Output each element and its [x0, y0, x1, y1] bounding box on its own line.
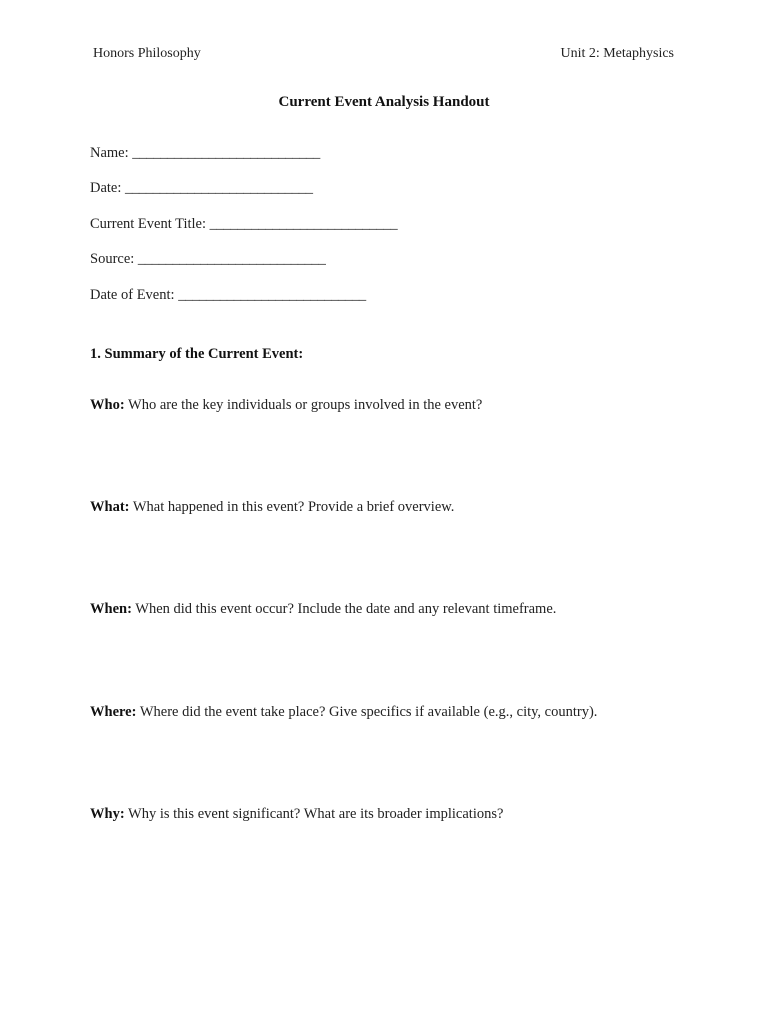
- event-title-label: Current Event Title:: [90, 216, 210, 232]
- question-label: When:: [90, 601, 132, 617]
- question-label: Who:: [90, 397, 125, 413]
- event-title-field[interactable]: [90, 216, 397, 233]
- question-text: Where did the event take place? Give specifics if available (e.g., city, country).: [136, 704, 598, 720]
- date-label: Date:: [90, 180, 126, 196]
- event-title-blank[interactable]: ___________________________: [209, 216, 398, 232]
- question-who: [90, 397, 482, 414]
- unit-name: Unit 2: Metaphysics: [560, 46, 674, 61]
- date-field[interactable]: [90, 180, 313, 197]
- question-why: [90, 806, 503, 823]
- question-label: Where:: [90, 704, 137, 720]
- question-text: What happened in this event? Provide a brief overview.: [129, 499, 455, 515]
- question-label: Why:: [90, 806, 125, 822]
- source-field[interactable]: [90, 251, 326, 268]
- question-where: [90, 704, 597, 721]
- date-blank[interactable]: ___________________________: [125, 180, 313, 196]
- question-text: Who are the key individuals or groups involved in the event?: [124, 397, 483, 413]
- date-of-event-label: Date of Event:: [90, 287, 179, 303]
- source-blank[interactable]: ___________________________: [137, 251, 326, 267]
- section-heading: 1. Summary of the Current Event:: [90, 346, 304, 362]
- date-of-event-blank[interactable]: ___________________________: [178, 287, 366, 303]
- question-text: When did this event occur? Include the date and any relevant timeframe.: [131, 601, 557, 617]
- source-label: Source:: [90, 251, 138, 267]
- question-text: Why is this event significant? What are its broader implications?: [124, 806, 504, 822]
- name-field[interactable]: [90, 145, 320, 162]
- question-when: [90, 601, 556, 618]
- name-blank[interactable]: ___________________________: [132, 145, 320, 161]
- question-what: [90, 499, 454, 516]
- name-label: Name:: [90, 145, 133, 161]
- question-label: What:: [90, 499, 130, 515]
- page-title: Current Event Analysis Handout: [278, 94, 490, 110]
- date-of-event-field[interactable]: [90, 287, 366, 304]
- course-name: Honors Philosophy: [93, 46, 201, 61]
